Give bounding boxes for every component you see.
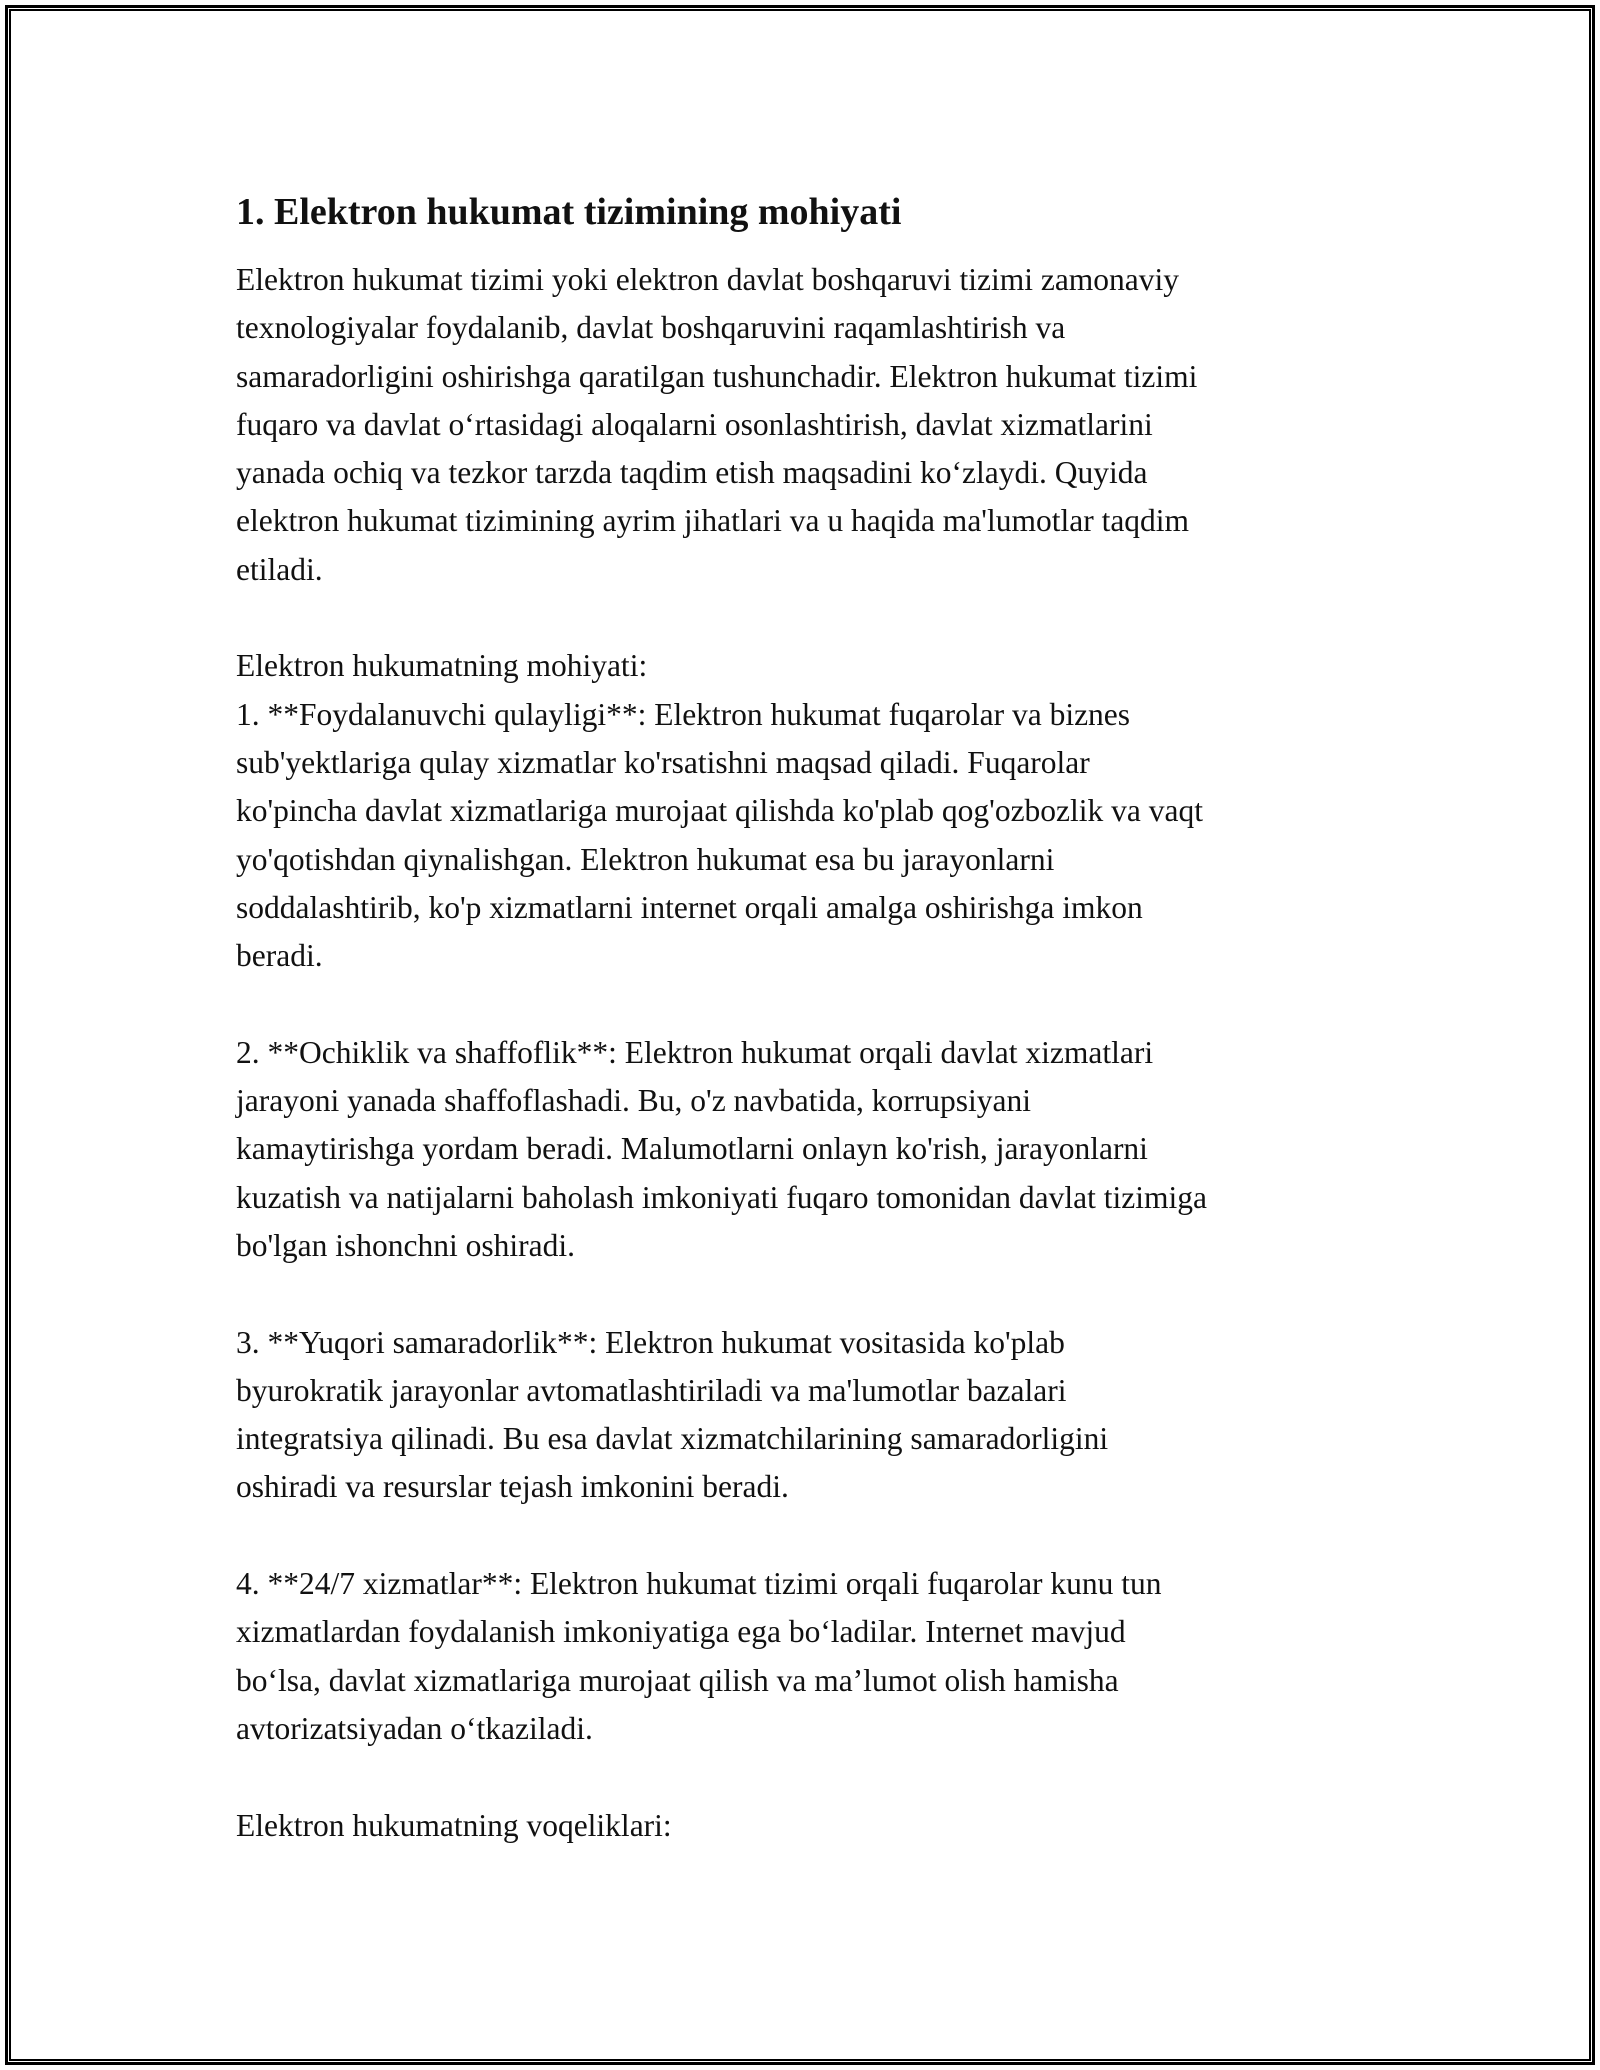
list-item-4-line: bo‘lsa, davlat xizmatlariga murojaat qilish va ma’lumot olish hamisha	[236, 1662, 1119, 1698]
blank-line	[236, 1753, 1386, 1801]
essence-label: Elektron hukumatning mohiyati:	[236, 648, 648, 684]
list-item-2-line: jarayoni yanada shaffoflashadi. Bu, o'z navbatida, korrupsiyani	[236, 1083, 1031, 1119]
list-item-4-line: 4. **24/7 xizmatlar**: Elektron hukumat tizimi orqali fuqarolar kunu tun	[236, 1566, 1162, 1602]
list-item-1-line: ko'pincha davlat xizmatlariga murojaat qilishda ko'plab qog'ozbozlik va vaqt	[236, 793, 1203, 829]
text-line: yanada ochiq va tezkor tarzda taqdim etish maqsadini ko‘zlaydi. Quyida	[236, 455, 1148, 491]
text-line: Elektron hukumat tizimi yoki elektron davlat boshqaruvi tizimi zamonaviy	[236, 262, 1180, 297]
list-item-2-line: kamaytirishga yordam beradi. Malumotlarni onlayn ko'rish, jarayonlarni	[236, 1131, 1148, 1167]
list-item-4-line: avtorizatsiyadan o‘tkaziladi.	[236, 1710, 593, 1746]
list-item-3-line: 3. **Yuqori samaradorlik**: Elektron hukumat vositasida ko'plab	[236, 1324, 1065, 1360]
list-item-1-line: soddalashtirib, ko'p xizmatlarni internet orqali amalga oshirishga imkon	[236, 889, 1143, 925]
list-item-2-line: bo'lgan ishonchni oshiradi.	[236, 1227, 576, 1263]
text-line: fuqaro va davlat o‘rtasidagi aloqalarni osonlashtirish, davlat xizmatlarini	[236, 406, 1153, 442]
blank-line	[236, 1512, 1386, 1560]
list-item-1-line: 1. **Foydalanuvchi qulayligi**: Elektron hukumat fuqarolar va biznes	[236, 696, 1131, 732]
section-heading: 1. Elektron hukumat tizimining mohiyati	[236, 191, 902, 233]
blank-line	[236, 1270, 1386, 1318]
list-item-3-line: integratsiya qilinadi. Bu esa davlat xizmatchilarining samaradorligini	[236, 1421, 1109, 1457]
list-item-3-line: oshiradi va resurslar tejash imkonini beradi.	[236, 1469, 789, 1505]
text-line: etiladi.	[236, 551, 323, 587]
document-body	[236, 188, 1386, 1850]
list-item-1-line: beradi.	[236, 938, 323, 974]
blank-line	[236, 594, 1386, 642]
intro-paragraph	[236, 256, 1386, 1850]
realities-label: Elektron hukumatning voqeliklari:	[236, 1807, 672, 1843]
list-item-3-line: byurokratik jarayonlar avtomatlashtiriladi va ma'lumotlar bazalari	[236, 1372, 1067, 1408]
list-item-2-line: kuzatish va natijalarni baholash imkoniyati fuqaro tomonidan davlat tizimiga	[236, 1179, 1207, 1215]
list-item-1-line: yo'qotishdan qiynalishgan. Elektron hukumat esa bu jarayonlarni	[236, 841, 1055, 877]
text-line: texnologiyalar foydalanib, davlat boshqaruvini raqamlashtirish va	[236, 310, 1066, 346]
list-item-1-line: sub'yektlariga qulay xizmatlar ko'rsatishni maqsad qiladi. Fuqarolar	[236, 744, 1090, 780]
blank-line	[236, 980, 1386, 1028]
text-line: elektron hukumat tizimining ayrim jihatlari va u haqida ma'lumotlar taqdim	[236, 503, 1190, 539]
text-line: samaradorligini oshirishga qaratilgan tushunchadir. Elektron hukumat tizimi	[236, 358, 1198, 394]
list-item-2-line: 2. **Ochiklik va shaffoflik**: Elektron hukumat orqali davlat xizmatlari	[236, 1034, 1154, 1070]
list-item-4-line: xizmatlardan foydalanish imkoniyatiga ega bo‘ladilar. Internet mavjud	[236, 1614, 1126, 1650]
